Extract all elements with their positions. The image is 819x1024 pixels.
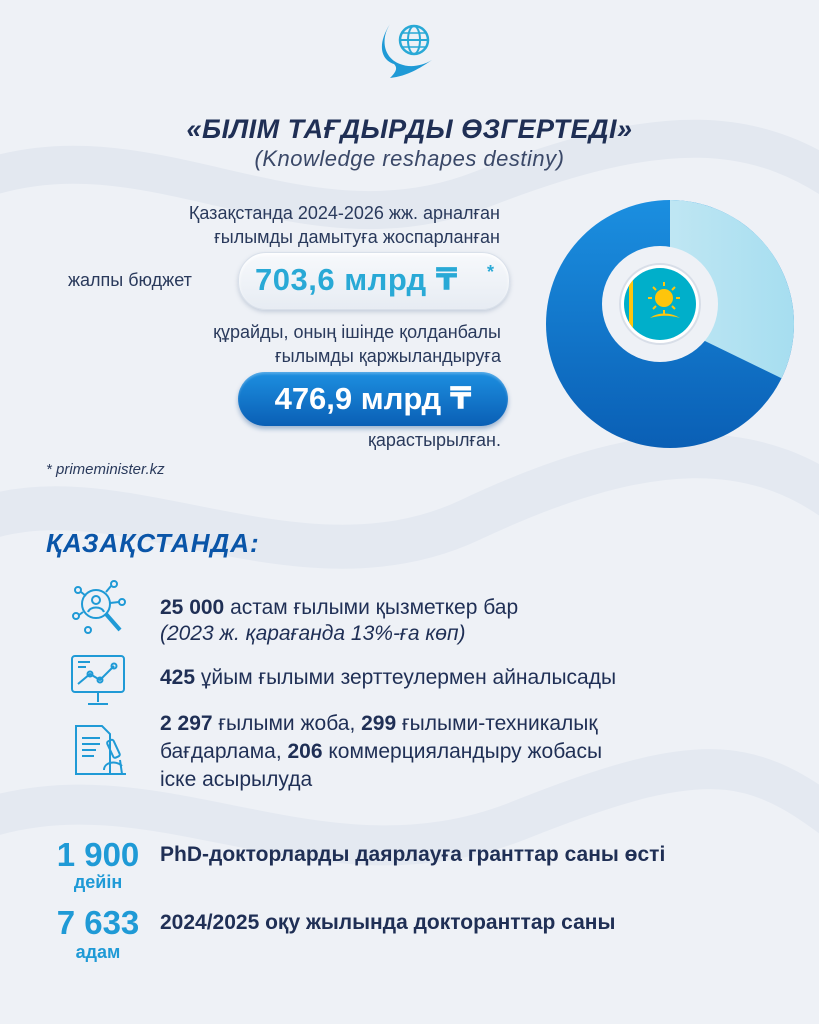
- page-subtitle: (Knowledge reshapes destiny): [254, 146, 565, 171]
- phd-grants-text: PhD-докторларды даярлауға гранттар саны өсті: [160, 843, 666, 866]
- applied-budget-value: 476,9 млрд ₸: [274, 381, 472, 416]
- footnote-star: *: [487, 262, 495, 282]
- applied-intro: [213, 320, 501, 368]
- budget-intro: [189, 201, 500, 249]
- budget-intro-line: Қазақстанда 2024-2026 жж. арналған: [188, 203, 500, 223]
- organizations-text: ұйым ғылыми зерттеулермен айналысады: [195, 666, 617, 689]
- programs-text-cont: бағдарлама,: [160, 740, 288, 763]
- researchers-text: астам ғылыми қызметкер бар: [224, 596, 519, 619]
- page-title: «БІЛІМ ТАҒДЫРДЫ ӨЗГЕРТЕДІ»: [186, 114, 633, 144]
- total-budget-value: 703,6 млрд ₸: [255, 262, 458, 297]
- projects-count: 2 297: [160, 712, 213, 735]
- section-title: ҚАЗАҚСТАНДА:: [46, 528, 260, 558]
- budget-tail-text: қарастырылған.: [367, 430, 501, 450]
- researchers-network-icon: [70, 576, 130, 636]
- doctoral-students-number: 7 633: [56, 904, 140, 941]
- researchers-note-line: [160, 620, 466, 648]
- commercial-text: коммерцияландыру жобасы: [322, 740, 603, 763]
- projects-line-1: [160, 710, 602, 738]
- eagle-globe-logo-icon: [370, 20, 442, 82]
- total-budget-label: жалпы бюджет: [68, 270, 192, 290]
- source-footnote: * primeminister.kz: [46, 461, 165, 478]
- document-microscope-icon: [70, 720, 130, 780]
- researchers-note: (2023 ж. қарағанда 13%-ға көп): [160, 622, 466, 645]
- projects-line-3: іске асырылуда: [160, 768, 313, 791]
- programs-count: 299: [361, 712, 397, 735]
- doctoral-students-unit: адам: [75, 942, 121, 962]
- projects-line-2: [160, 738, 602, 766]
- monitor-chart-icon: [68, 650, 128, 710]
- organizations-item: [160, 664, 616, 692]
- organizations-count: 425: [160, 666, 196, 689]
- researchers-count: 25 000: [160, 596, 225, 619]
- projects-item: [160, 710, 602, 794]
- budget-donut-chart: [540, 194, 800, 454]
- phd-grants-unit: дейін: [73, 872, 123, 892]
- budget-intro-line: ғылымды дамытуға жоспарланған: [214, 227, 500, 247]
- researchers-item: [160, 594, 518, 622]
- commercial-count: 206: [287, 740, 323, 763]
- applied-intro-line: құрайды, оның ішінде қолданбалы: [213, 322, 501, 342]
- doctoral-students-text: 2024/2025 оқу жылында докторанттар саны: [160, 911, 616, 934]
- applied-intro-line: ғылымды қаржыландыруға: [275, 346, 501, 366]
- projects-text: ғылыми жоба,: [212, 712, 362, 735]
- programs-text: ғылыми-техникалық: [396, 712, 598, 735]
- phd-grants-number: 1 900: [56, 836, 140, 873]
